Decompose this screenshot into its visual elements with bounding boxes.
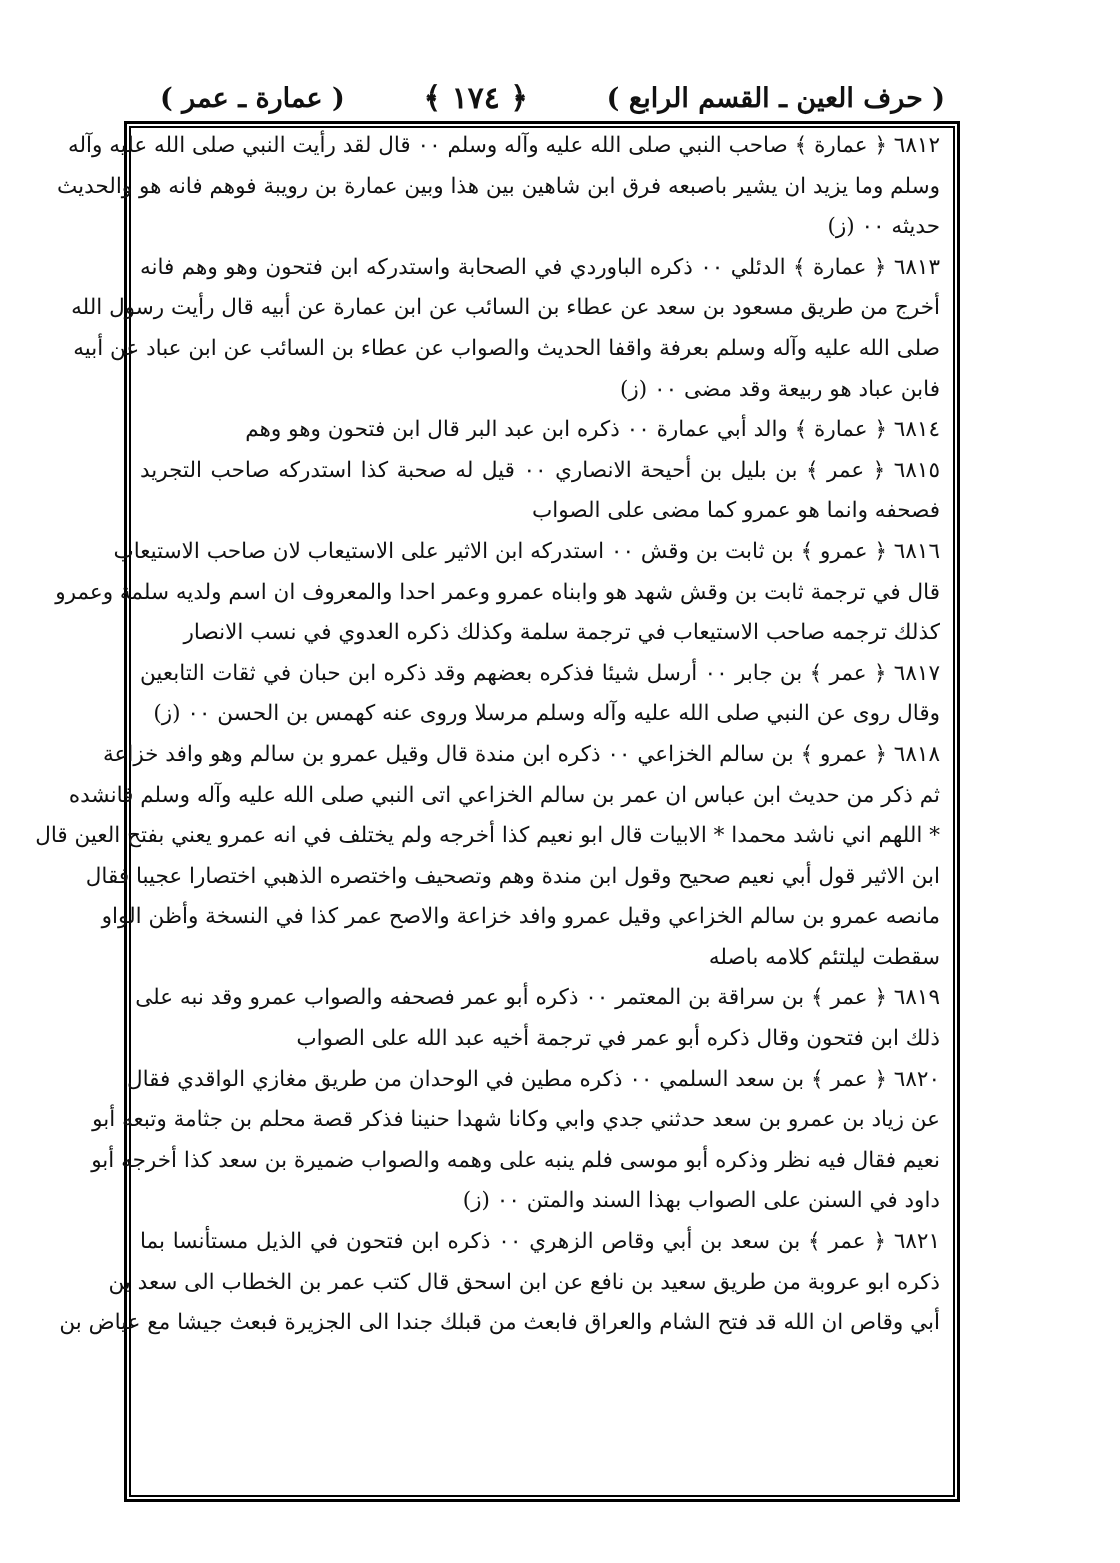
entry-line: داود في السنن على الصواب بهذا السند والمتن ٠٠ (ز) [462,1188,940,1214]
entry [71,248,941,410]
entry [140,451,940,532]
entry [35,735,940,979]
entry [91,1060,940,1222]
entry-line: فصحفه وانما هو عمرو كما مضى على الصواب [532,498,940,524]
entry-first-line: ٦٨٢١ ﴿ عمر ﴾ بن سعد بن أبي وقاص الزهري ٠٠ ذكره ابن فتحون في الذيل مستأنسا بما [140,1229,941,1255]
entry-first-line: ٦٨١٨ ﴿ عمرو ﴾ بن سالم الخزاعي ٠٠ ذكره ابن مندة قال وقيل عمرو بن سالم وهو وافد خزاعة [102,741,940,767]
running-header [160,78,945,118]
entry [140,410,940,451]
page-number: ﴿ ١٧٤ ﴾ [423,80,528,116]
entry-first-line: ٦٨١٩ ﴿ عمر ﴾ بن سراقة بن المعتمر ٠٠ ذكره أبو عمر فصحفه والصواب عمرو وقد نبه على [135,985,940,1011]
entry-line: سقطت ليلتئم كلامه باصله [708,944,940,970]
entry-line: قال في ترجمة ثابت بن وقش شهد هو وابناه عمرو وعمر احدا والمعروف ان اسم ولديه سلمة وعمرو [55,579,940,605]
entry-line: وقال روى عن النبي صلى الله عليه وآله وسلم مرسلا وروى عنه كهمس بن الحسن ٠٠ (ز) [153,701,940,727]
entry [140,654,940,735]
entry-line: أبي وقاص ان الله قد فتح الشام والعراق فابعث من قبلك جندا الى الجزيرة فبعث جيشا مع عياض بن [59,1310,940,1336]
entry-first-line: ٦٨١٣ ﴿ عمارة ﴾ الدئلي ٠٠ ذكره الباوردي في الصحابة واستدركه ابن فتحون وهو وهم فانه [140,254,941,280]
entry-line: فابن عباد هو ربيعة وقد مضى ٠٠ (ز) [620,376,940,402]
entry-line: ذلك ابن فتحون وقال ذكره أبو عمر في ترجمة أخيه عبد الله على الصواب [296,1026,940,1052]
page-body [35,126,941,1344]
entry-line: أخرج من طريق مسعود بن سعد عن عطاء بن السائب عن ابن عمارة عن أبيه قال رأيت رسول الله [71,295,940,321]
entry-first-line: ٦٨١٥ ﴿ عمر ﴾ بن بليل بن أحيحة الانصاري ٠٠ قيل له صحبة كذا استدركه صاحب التجريد [140,457,940,483]
entry-line: ثم ذكر من حديث ابن عباس ان عمر بن سالم الخزاعي اتى النبي صلى الله عليه وآله وسلم فانشده [68,782,940,808]
entry-line: حديثه ٠٠ (ز) [827,214,940,240]
entry-line: صلى الله عليه وآله وسلم بعرفة واقفا الحديث والصواب عن عطاء بن السائب عن ابن عباد عن أبيه [73,335,940,361]
header-entry-range: ( عمارة ـ عمر ) [160,82,345,114]
entry-first-line: ٦٨١٦ ﴿ عمرو ﴾ بن ثابت بن وقش ٠٠ استدركه ابن الاثير على الاستيعاب لان صاحب الاستيعاب [113,538,940,564]
entry [55,532,940,654]
entry [135,978,940,1059]
entry-line: ابن الاثير قول أبي نعيم صحيح وقول ابن مندة وهم وتصحيف واختصره الذهبي اختصارا عجيبا فقال [85,863,940,889]
entry-line: عن زياد بن عمرو بن سعد حدثني جدي وابي وكانا شهدا حنينا فذكر قصة محلم بن جثامة وتبعه أبو [92,1107,940,1133]
header-section-title: ( حرف العين ـ القسم الرابع ) [606,82,945,114]
entry-line: ذكره ابو عروبة من طريق سعيد بن نافع عن ابن اسحق قال كتب عمر بن الخطاب الى سعد بن [108,1269,940,1295]
entry-line: مانصه عمرو بن سالم الخزاعي وقيل عمرو وافد خزاعة والاصح عمر كذا في النسخة وأظن الواو [101,904,940,930]
entry-line: وسلم وما يزيد ان يشير باصبعه فرق ابن شاهين بين هذا وبين عمارة بن رويبة فوهم فانه هو والحديث [57,173,940,199]
entry [59,1222,941,1344]
entry-first-line: ٦٨٢٠ ﴿ عمر ﴾ بن سعد السلمي ٠٠ ذكره مطين في الوحدان من طريق مغازي الواقدي فقال [126,1066,940,1092]
entry-first-line: ٦٨١٤ ﴿ عمارة ﴾ والد أبي عمارة ٠٠ ذكره ابن عبد البر قال ابن فتحون وهو وهم [245,417,940,443]
entry-line: * اللهم اني ناشد محمدا * الابيات قال ابو نعيم كذا أخرجه ولم يختلف في انه عمرو يعني بفتح العين قال [35,823,940,849]
entry-line: كذلك ترجمه صاحب الاستيعاب في ترجمة سلمة وكذلك ذكره العدوي في نسب الانصار [183,620,940,646]
entry-line: نعيم فقال فيه نظر وذكره أبو موسى فلم ينبه على وهمه والصواب ضميرة بن سعد كذا أخرجه أبو [91,1147,940,1173]
entry [57,126,940,248]
entry-first-line: ٦٨١٧ ﴿ عمر ﴾ بن جابر ٠٠ أرسل شيئا فذكره بعضهم وقد ذكره ابن حبان في ثقات التابعين [140,660,940,686]
entry-first-line: ٦٨١٢ ﴿ عمارة ﴾ صاحب النبي صلى الله عليه وآله وسلم ٠٠ قال لقد رأيت النبي صلى الله عليه وآله [67,133,940,158]
